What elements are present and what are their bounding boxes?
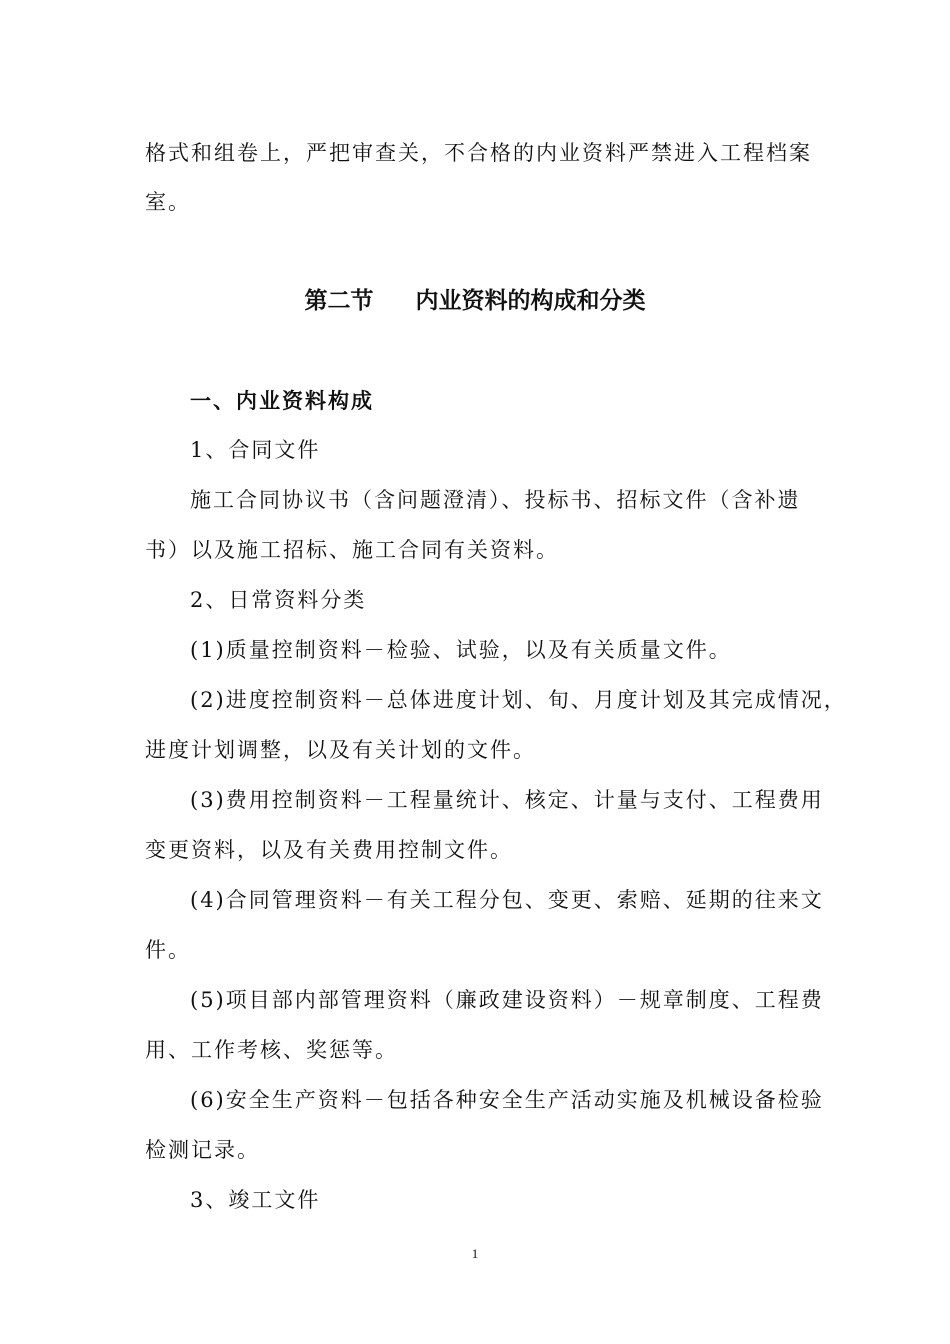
list-item-4-cont: 件。 [145, 938, 191, 962]
page-number: 1 [471, 1246, 479, 1261]
intro-line-2: 室。 [145, 190, 191, 214]
list-item-4: (4)合同管理资料－有关工程分包、变更、索赔、延期的往来文 [190, 888, 824, 912]
paragraph-line: 施工合同协议书（含问题澄清）、投标书、招标文件（含补遗 [190, 488, 801, 512]
item-completion-docs: 3、竣工文件 [190, 1188, 321, 1212]
list-item-6: (6)安全生产资料－包括各种安全生产活动实施及机械设备检验 [190, 1088, 824, 1112]
list-item-3-cont: 变更资料，以及有关费用控制文件。 [145, 838, 513, 862]
paragraph-line: 书）以及施工招标、施工合同有关资料。 [145, 538, 559, 562]
list-item-5-cont: 用、工作考核、奖惩等。 [145, 1038, 398, 1062]
item-daily-records: 2、日常资料分类 [190, 588, 367, 612]
subsection-heading: 一、内业资料构成 [190, 389, 374, 413]
list-item-6-cont: 检测记录。 [145, 1138, 260, 1162]
list-item-3: (3)费用控制资料－工程量统计、核定、计量与支付、工程费用 [190, 788, 824, 812]
list-item-2-cont: 进度计划调整，以及有关计划的文件。 [145, 738, 536, 762]
intro-line-1: 格式和组卷上，严把审查关，不合格的内业资料严禁进入工程档案 [145, 141, 812, 165]
section-title-text: 内业资料的构成和分类 [415, 288, 646, 314]
list-item-1: (1)质量控制资料－检验、试验，以及有关质量文件。 [190, 638, 732, 662]
item-contract-docs: 1、合同文件 [190, 438, 321, 462]
list-item-5: (5)项目部内部管理资料（廉政建设资料）－规章制度、工程费 [190, 988, 824, 1012]
section-number: 第二节 [304, 288, 374, 314]
section-title [0, 285, 950, 317]
list-item-2: (2)进度控制资料－总体进度计划、旬、月度计划及其完成情况， [190, 688, 847, 712]
